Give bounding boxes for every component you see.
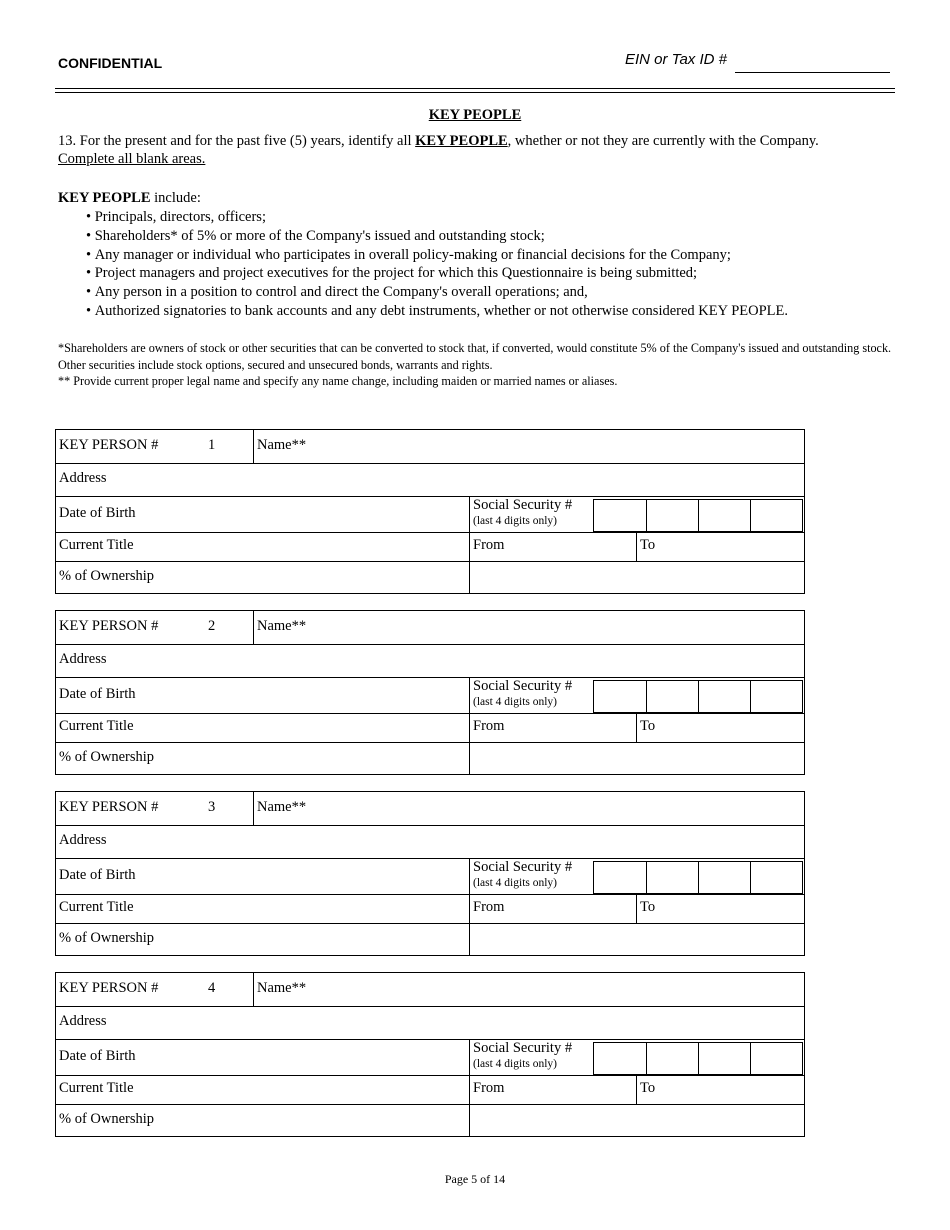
include-bold: KEY PEOPLE	[58, 190, 151, 206]
key-people-criteria-list	[86, 208, 788, 321]
to-date-field[interactable]: To	[640, 1080, 656, 1096]
ssn-note: (last 4 digits only)	[473, 877, 558, 889]
name-field[interactable]: Name**	[257, 437, 307, 453]
ownership-value-input[interactable]	[473, 1108, 803, 1134]
from-date-field[interactable]: From	[473, 1080, 505, 1096]
footnotes	[58, 340, 898, 390]
ownership-field[interactable]: % of Ownership	[59, 1111, 155, 1127]
ssn-digit-divider	[698, 1043, 699, 1074]
ssn-digit-divider	[750, 681, 751, 712]
ownership-value-input[interactable]	[473, 746, 803, 772]
ssn-note: (last 4 digits only)	[473, 515, 558, 527]
address-field[interactable]: Address	[59, 651, 107, 667]
list-item: • Project managers and project executives for the project for which this Questionnaire is being submitted;	[86, 264, 788, 283]
key-person-number: 1	[208, 437, 216, 453]
to-date-field[interactable]: To	[640, 718, 656, 734]
ssn-note: (last 4 digits only)	[473, 1058, 558, 1070]
ssn-digit-divider	[646, 681, 647, 712]
current-title-field[interactable]: Current Title	[59, 1080, 134, 1096]
date-of-birth-field[interactable]: Date of Birth	[59, 867, 136, 883]
address-field[interactable]: Address	[59, 470, 107, 486]
current-title-field[interactable]: Current Title	[59, 899, 134, 915]
list-item: • Authorized signatories to bank accounts and any debt instruments, whether or not otherwise considered KEY PEOPLE.	[86, 302, 788, 321]
header-rule-bottom	[55, 92, 895, 93]
list-item: • Any manager or individual who participates in overall policy-making or financial decisions for the Company;	[86, 246, 788, 265]
confidential-label: CONFIDENTIAL	[58, 55, 163, 71]
name-field[interactable]: Name**	[257, 799, 307, 815]
ownership-field[interactable]: % of Ownership	[59, 749, 155, 765]
footnote-names: ** Provide current proper legal name and specify any name change, including maiden or married names or aliases.	[58, 374, 618, 388]
ssn-digit-boxes[interactable]	[593, 680, 803, 713]
ssn-digit-divider	[646, 500, 647, 531]
key-person-table	[55, 972, 805, 1137]
key-person-label: KEY PERSON #	[59, 618, 159, 634]
page-number: Page 5 of 14	[444, 1172, 506, 1186]
ownership-value-input[interactable]	[473, 565, 803, 591]
header-rule-top	[55, 88, 895, 89]
ssn-digit-divider	[646, 862, 647, 893]
from-date-field[interactable]: From	[473, 899, 505, 915]
to-date-field[interactable]: To	[640, 537, 656, 553]
date-of-birth-field[interactable]: Date of Birth	[59, 505, 136, 521]
current-title-field[interactable]: Current Title	[59, 537, 134, 553]
intro-text: 13. For the present and for the past five (5) years, identify all	[58, 133, 416, 149]
ssn-digit-divider	[698, 681, 699, 712]
ein-label: EIN or Tax ID #	[625, 51, 727, 68]
ownership-field[interactable]: % of Ownership	[59, 568, 155, 584]
address-field[interactable]: Address	[59, 1013, 107, 1029]
list-item: • Shareholders* of 5% or more of the Company's issued and outstanding stock;	[86, 227, 788, 246]
date-of-birth-field[interactable]: Date of Birth	[59, 686, 136, 702]
ssn-label: Social Security #	[473, 497, 573, 513]
key-person-label: KEY PERSON #	[59, 799, 159, 815]
include-rest: include:	[150, 190, 201, 206]
ssn-digit-boxes[interactable]	[593, 861, 803, 894]
from-date-field[interactable]: From	[473, 537, 505, 553]
key-person-label: KEY PERSON #	[59, 437, 159, 453]
ssn-digit-boxes[interactable]	[593, 1042, 803, 1075]
ssn-digit-divider	[698, 500, 699, 531]
name-field[interactable]: Name**	[257, 980, 307, 996]
list-item: • Any person in a position to control and direct the Company's overall operations; and,	[86, 283, 788, 302]
intro-text-end: , whether or not they are currently with the Company.	[507, 133, 819, 149]
include-heading	[58, 190, 201, 207]
key-person-table	[55, 429, 805, 594]
key-person-number: 4	[208, 980, 216, 996]
current-title-field[interactable]: Current Title	[59, 718, 134, 734]
list-item: • Principals, directors, officers;	[86, 208, 788, 227]
ssn-digit-divider	[750, 862, 751, 893]
key-person-label: KEY PERSON #	[59, 980, 159, 996]
ssn-digit-divider	[646, 1043, 647, 1074]
ssn-label: Social Security #	[473, 678, 573, 694]
ssn-label: Social Security #	[473, 1040, 573, 1056]
section-title: KEY PEOPLE	[428, 107, 522, 123]
intro-instruction: Complete all blank areas.	[58, 151, 206, 167]
to-date-field[interactable]: To	[640, 899, 656, 915]
from-date-field[interactable]: From	[473, 718, 505, 734]
key-person-number: 3	[208, 799, 216, 815]
footnote-shareholders: *Shareholders are owners of stock or other securities that can be converted to stock that, if converted, would constitute 5% of the Company's issued and outstanding stock. Other securities include stock options, secured and unsecured bonds, warrants and rights.	[58, 341, 892, 372]
ssn-digit-divider	[750, 500, 751, 531]
date-of-birth-field[interactable]: Date of Birth	[59, 1048, 136, 1064]
ssn-digit-divider	[750, 1043, 751, 1074]
ssn-digit-boxes[interactable]	[593, 499, 803, 532]
ssn-digit-divider	[698, 862, 699, 893]
intro-paragraph	[58, 132, 898, 168]
key-person-table	[55, 791, 805, 956]
ein-input-line[interactable]	[735, 72, 890, 73]
name-field[interactable]: Name**	[257, 618, 307, 634]
ssn-label: Social Security #	[473, 859, 573, 875]
intro-key-people: KEY PEOPLE	[415, 133, 508, 149]
ownership-field[interactable]: % of Ownership	[59, 930, 155, 946]
address-field[interactable]: Address	[59, 832, 107, 848]
ownership-value-input[interactable]	[473, 927, 803, 953]
key-person-table	[55, 610, 805, 775]
ssn-note: (last 4 digits only)	[473, 696, 558, 708]
key-person-number: 2	[208, 618, 216, 634]
